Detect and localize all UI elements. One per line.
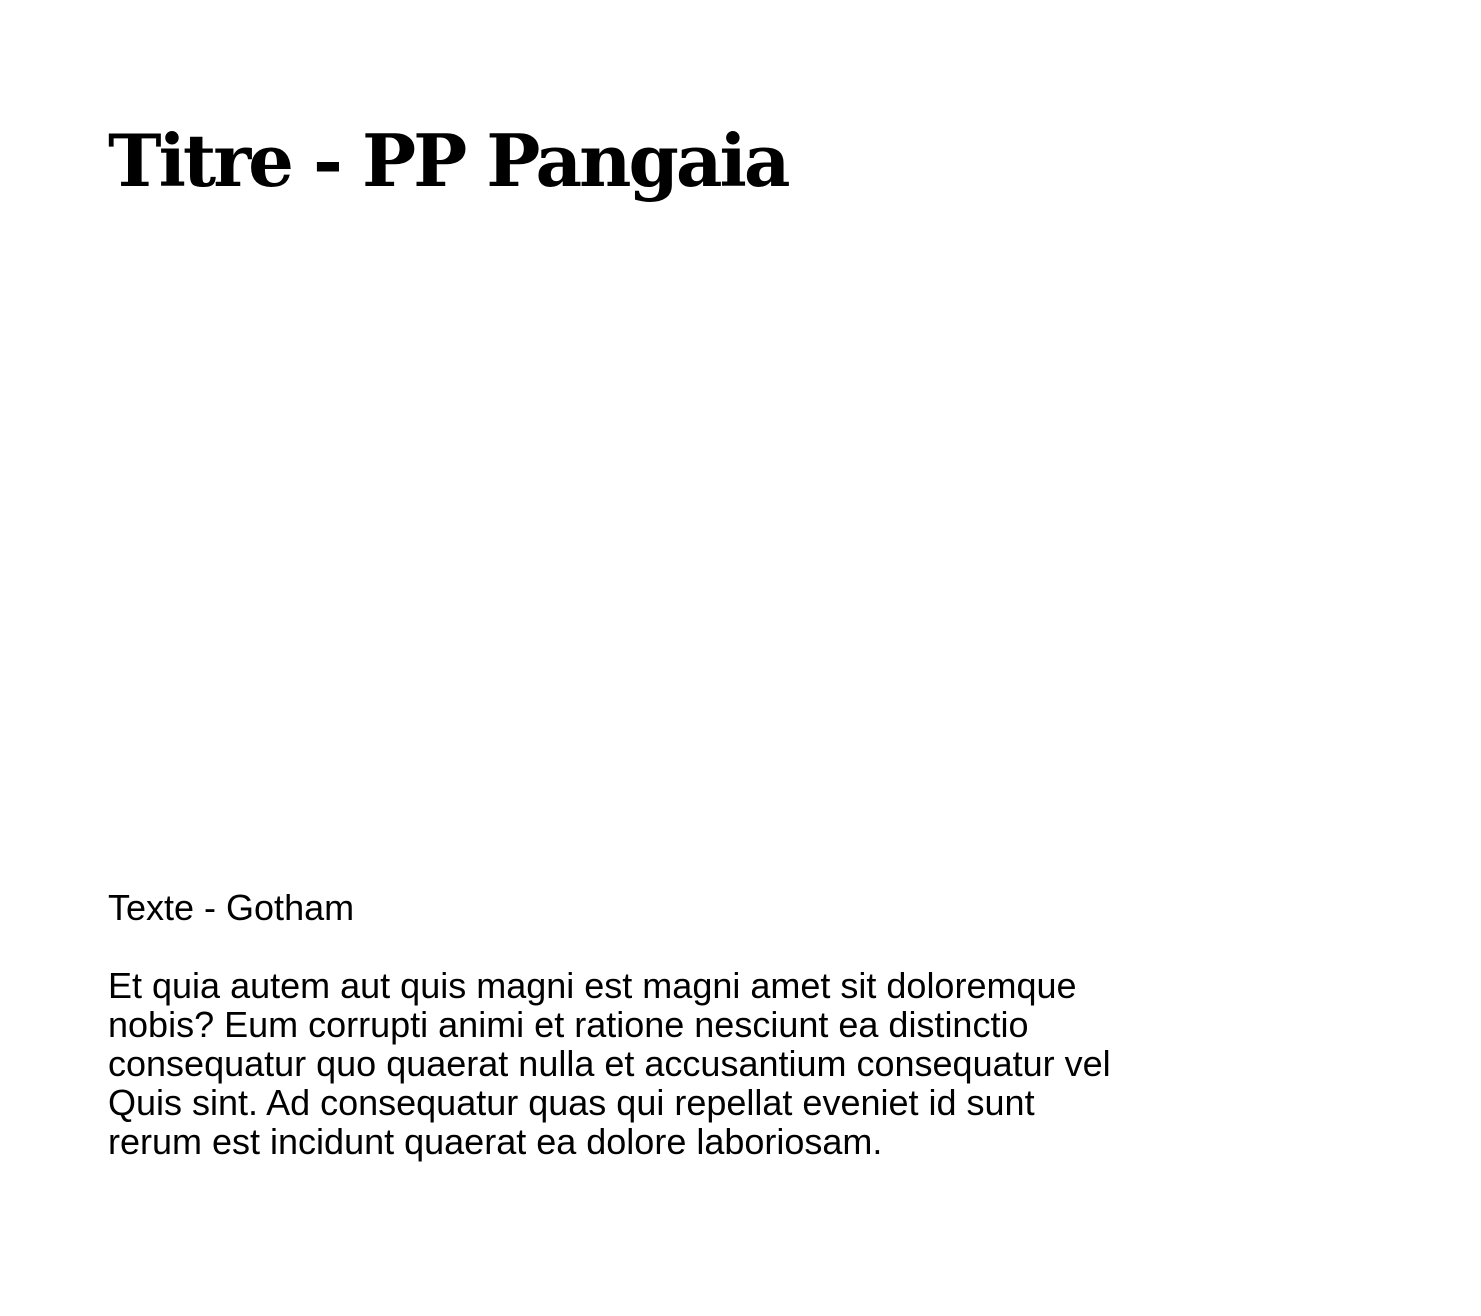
paragraph-line: Et quia autem aut quis magni est magni amet sit doloremque [108, 965, 1077, 1006]
text-block [108, 886, 1408, 1161]
page-title: Titre - PP Pangaia [108, 118, 788, 203]
text-heading: Texte - Gotham [108, 887, 355, 928]
body-paragraph [108, 966, 1408, 1161]
paragraph-line: rerum est incidunt quaerat ea dolore laboriosam. [108, 1121, 883, 1162]
paragraph-line: consequatur quo quaerat nulla et accusantium consequatur vel [108, 1043, 1111, 1084]
paragraph-line: nobis? Eum corrupti animi et ratione nesciunt ea distinctio [108, 1004, 1029, 1045]
paragraph-line: Quis sint. Ad consequatur quas qui repellat eveniet id sunt [108, 1082, 1035, 1123]
